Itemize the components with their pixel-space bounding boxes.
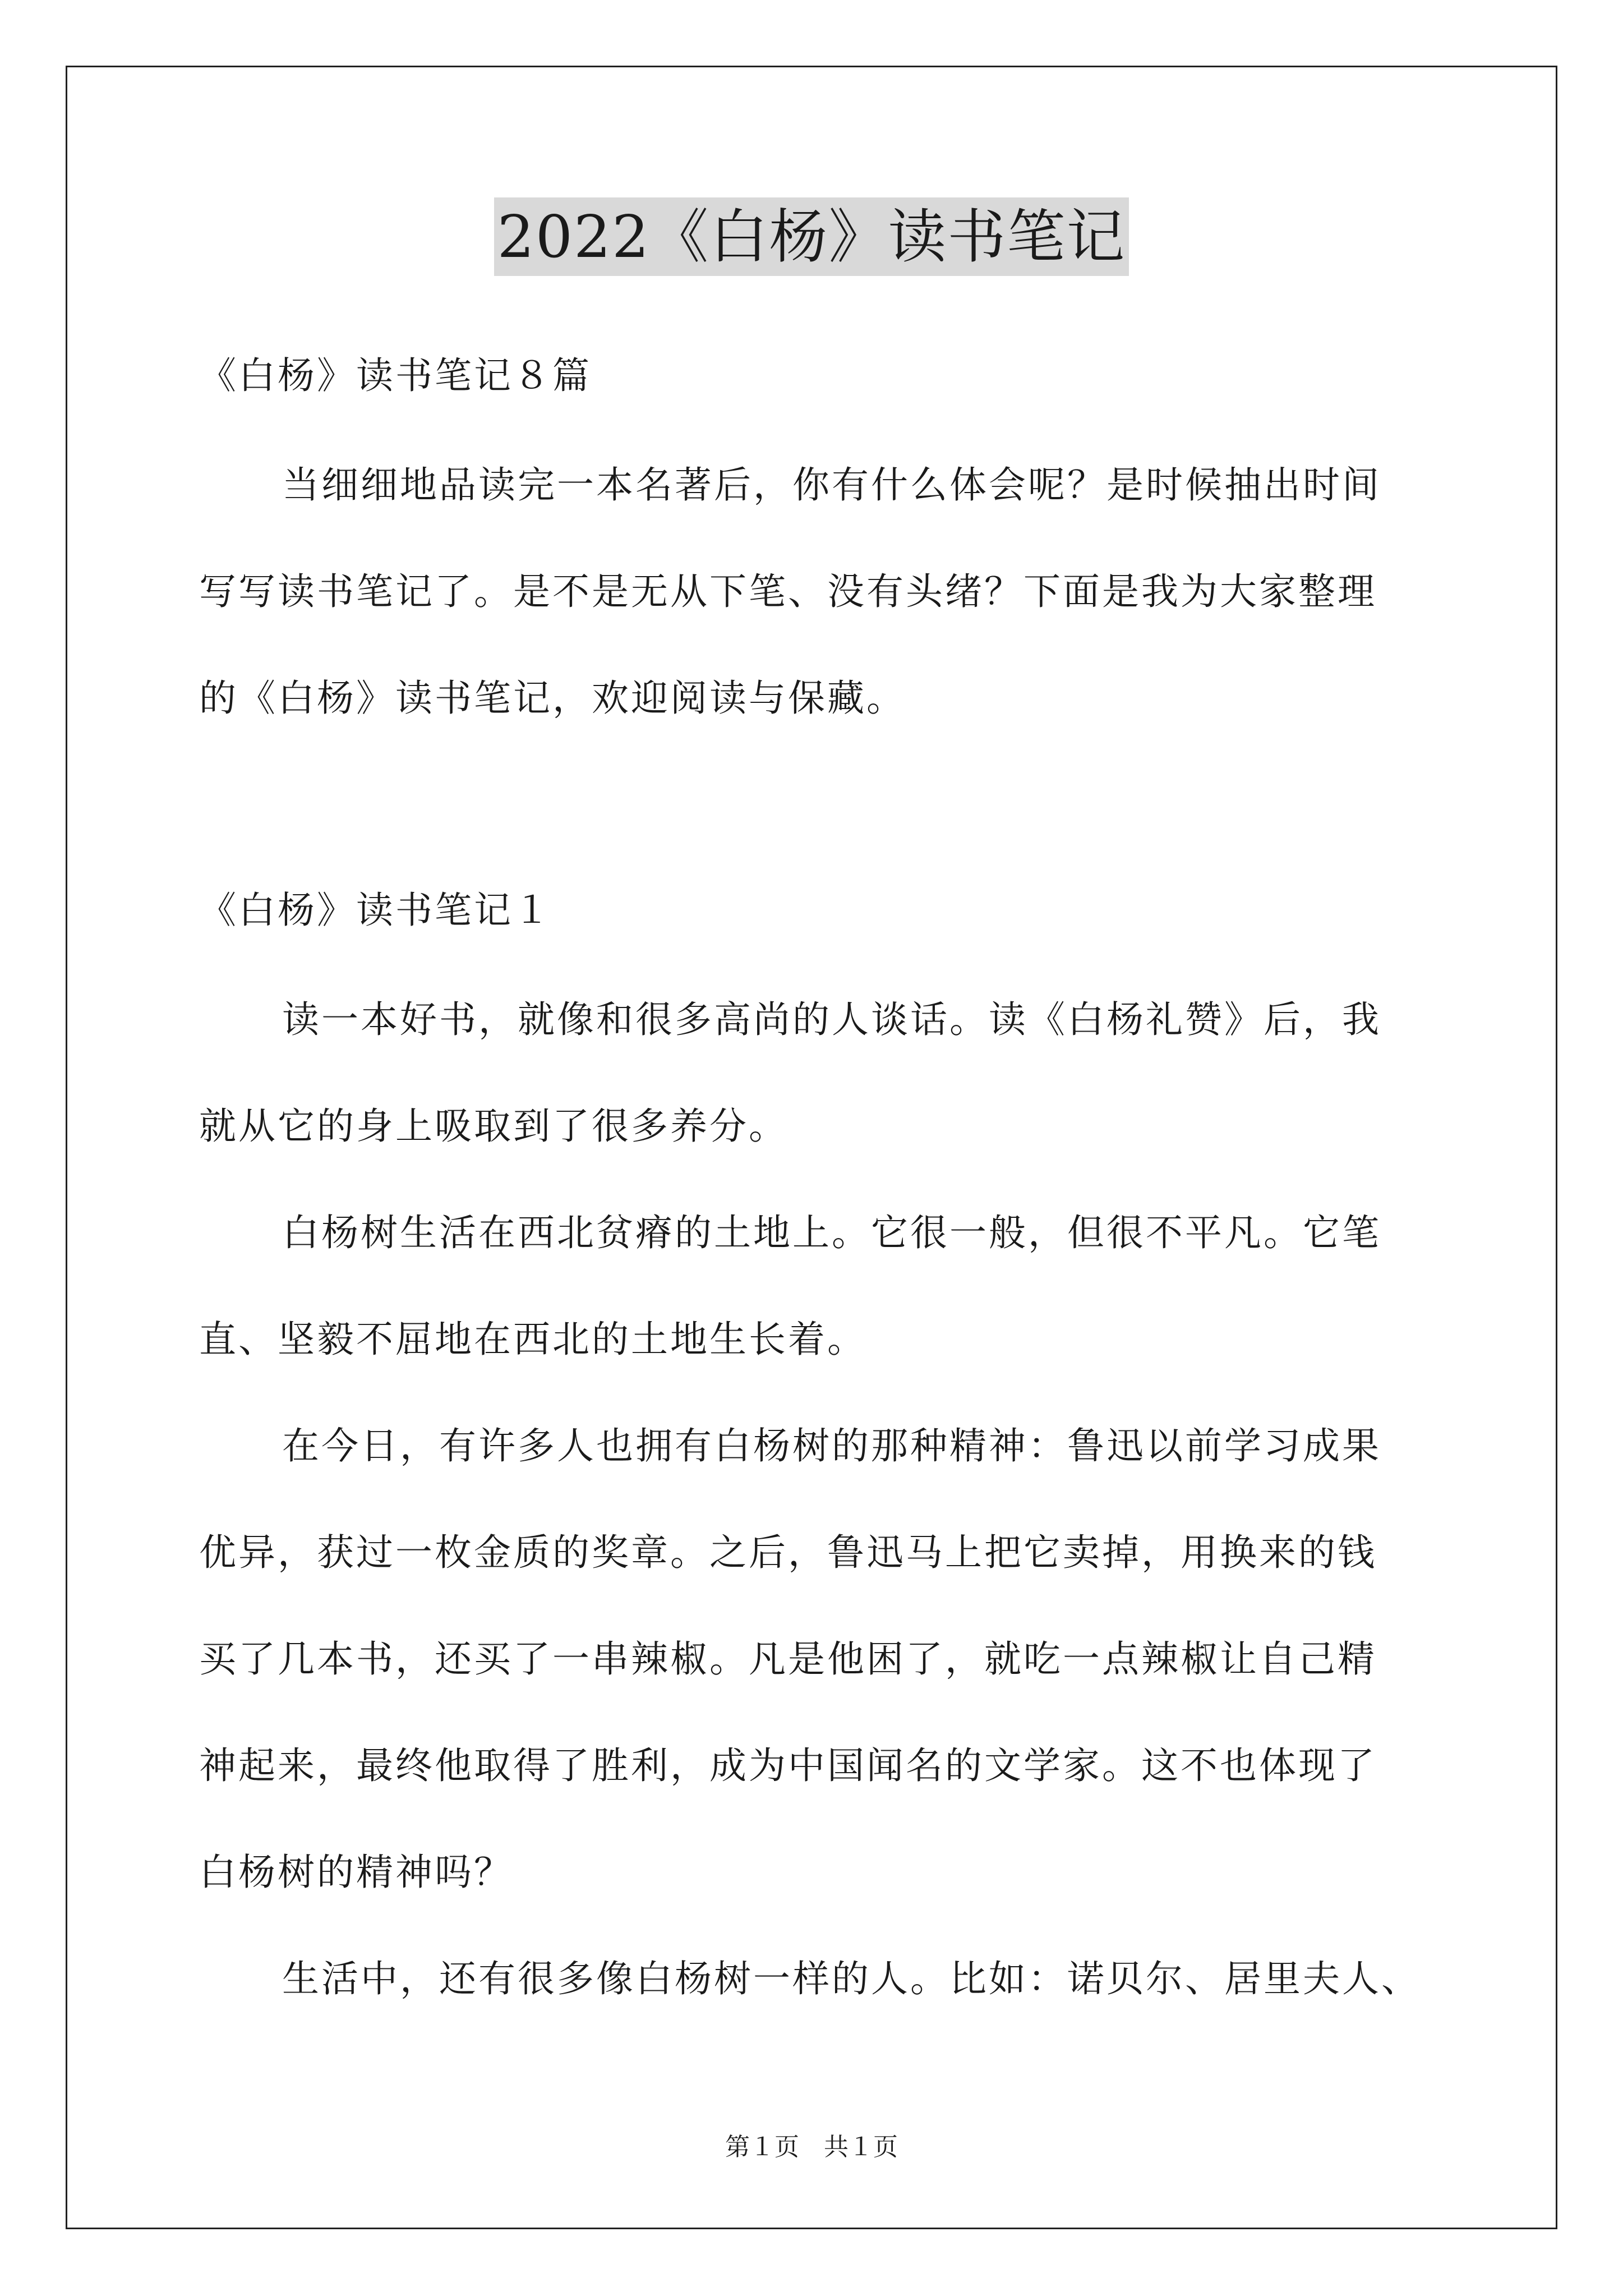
title-block [0, 197, 1623, 276]
paragraph-line: 在今日，有许多人也拥有白杨树的那种精神：鲁迅以前学习成果 [282, 1424, 1381, 1467]
paragraph-line: 读一本好书，就像和很多高尚的人谈话。读《白杨礼赞》后，我 [282, 998, 1381, 1041]
paragraph-line: 优异，获过一枚金质的奖章。之后，鲁迅马上把它卖掉，用换来的钱 [199, 1531, 1377, 1574]
paragraph-line: 就从它的身上吸取到了很多养分。 [199, 1105, 788, 1148]
document-title: 2022《白杨》读书笔记 [494, 197, 1129, 276]
intro-line: 写写读书笔记了。是不是无从下笔、没有头绪？下面是我为大家整理 [199, 570, 1377, 613]
section-heading: 《白杨》读书笔记１ [199, 889, 552, 932]
paragraph-line: 生活中，还有很多像白杨树一样的人。比如：诺贝尔、居里夫人、 [282, 1957, 1421, 2000]
paragraph-line: 直、坚毅不屈地在西北的土地生长着。 [199, 1318, 866, 1361]
intro-line: 当细细地品读完一本名著后，你有什么体会呢？是时候抽出时间 [282, 463, 1381, 507]
paragraph-line: 买了几本书，还买了一串辣椒。凡是他困了，就吃一点辣椒让自己精 [199, 1637, 1377, 1681]
paragraph-line: 神起来，最终他取得了胜利，成为中国闻名的文学家。这不也体现了 [199, 1744, 1377, 1787]
intro-line: 的《白杨》读书笔记，欢迎阅读与保藏。 [199, 677, 906, 720]
page-footer: 第１页 共１页 [725, 2133, 898, 2161]
document-subtitle: 《白杨》读书笔记８篇 [199, 354, 592, 397]
paragraph-line: 白杨树的精神吗？ [199, 1851, 513, 1894]
paragraph-line: 白杨树生活在西北贫瘠的土地上。它很一般，但很不平凡。它笔 [282, 1211, 1381, 1254]
